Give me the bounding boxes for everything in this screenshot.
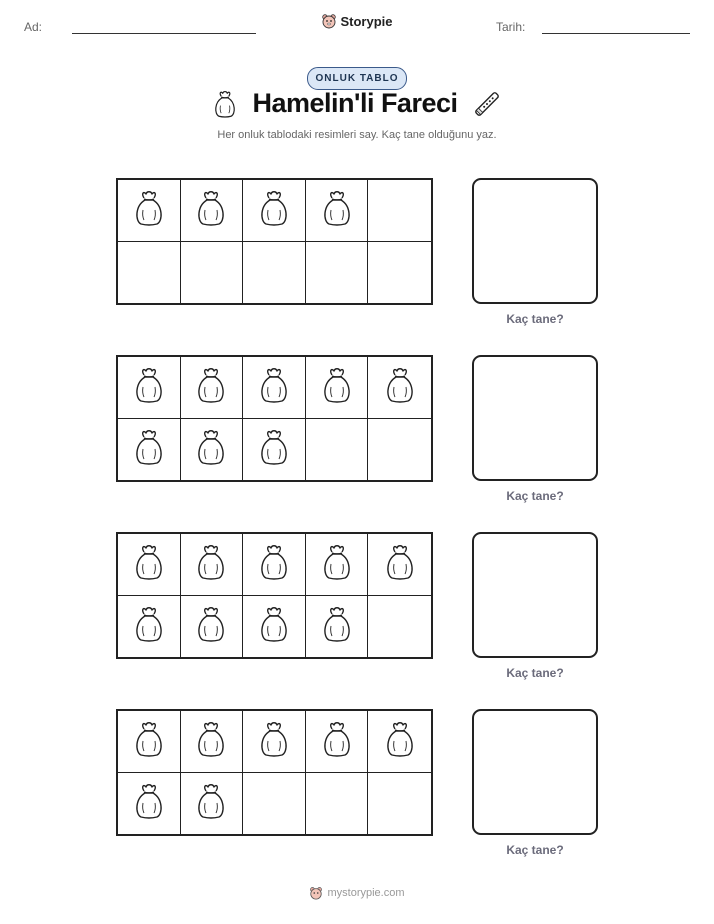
title-row — [0, 88, 714, 119]
sack-icon — [194, 543, 228, 586]
frame-cell — [368, 242, 431, 304]
page-title: Hamelin'li Fareci — [252, 88, 458, 118]
frame-cell — [181, 711, 244, 773]
answer-box-2[interactable] — [472, 355, 598, 481]
frame-cell — [306, 596, 369, 658]
answer-label-1: Kaç tane? — [506, 312, 564, 326]
frame-cell — [118, 711, 181, 773]
sack-icon — [383, 720, 417, 763]
frame-cell — [243, 711, 306, 773]
worksheet-type-badge: ONLUK TABLO — [307, 67, 407, 90]
sack-icon — [194, 782, 228, 825]
sack-icon — [257, 366, 291, 409]
sack-icon — [257, 428, 291, 471]
instructions: Her onluk tablodaki resimleri say. Kaç tane olduğunu yaz. — [217, 129, 497, 141]
frame-cell — [368, 180, 431, 242]
frame-cell — [306, 180, 369, 242]
sack-icon — [257, 189, 291, 232]
sack-icon — [132, 782, 166, 825]
frame-cell — [118, 419, 181, 481]
frame-cell — [306, 242, 369, 304]
frame-cell — [118, 180, 181, 242]
sack-icon — [212, 89, 238, 119]
answer-box-3[interactable] — [472, 532, 598, 658]
frame-cell — [118, 357, 181, 419]
date-line[interactable] — [542, 33, 690, 34]
frame-cell — [181, 357, 244, 419]
brand-name: Storypie — [340, 13, 393, 29]
frame-cell — [368, 419, 431, 481]
footer-url: mystorypie.com — [327, 887, 405, 899]
frame-cell — [243, 534, 306, 596]
frame-cell — [306, 711, 369, 773]
frame-cell — [243, 596, 306, 658]
frame-cell — [181, 534, 244, 596]
sack-icon — [257, 720, 291, 763]
sack-icon — [132, 366, 166, 409]
sack-icon — [132, 543, 166, 586]
sack-icon — [320, 189, 354, 232]
sack-icon — [132, 189, 166, 232]
frame-cell — [368, 773, 431, 835]
frame-cell — [368, 357, 431, 419]
sack-icon — [320, 720, 354, 763]
frame-cell — [181, 180, 244, 242]
frame-cell — [368, 711, 431, 773]
ten-frame-3 — [116, 532, 433, 659]
answer-label-2: Kaç tane? — [506, 489, 564, 503]
frame-cell — [181, 242, 244, 304]
frame-cell — [306, 534, 369, 596]
sack-icon — [383, 543, 417, 586]
frame-cell — [181, 596, 244, 658]
frame-cell — [368, 534, 431, 596]
sack-icon — [383, 366, 417, 409]
brand-logo — [0, 13, 714, 29]
sack-icon — [132, 428, 166, 471]
frame-cell — [368, 596, 431, 658]
frame-cell — [243, 357, 306, 419]
footer — [0, 886, 714, 900]
frame-cell — [306, 419, 369, 481]
sack-icon — [194, 189, 228, 232]
answer-label-3: Kaç tane? — [506, 666, 564, 680]
sack-icon — [257, 543, 291, 586]
frame-cell — [181, 773, 244, 835]
frame-cell — [118, 596, 181, 658]
answer-label-4: Kaç tane? — [506, 843, 564, 857]
ten-frame-1 — [116, 178, 433, 305]
sack-icon — [132, 720, 166, 763]
sack-icon — [194, 605, 228, 648]
frame-cell — [306, 773, 369, 835]
frame-cell — [181, 419, 244, 481]
sack-icon — [194, 720, 228, 763]
sack-icon — [194, 366, 228, 409]
frame-cell — [243, 180, 306, 242]
frame-cell — [118, 242, 181, 304]
name-label: Ad: — [24, 20, 43, 34]
answer-box-1[interactable] — [472, 178, 598, 304]
frame-cell — [243, 242, 306, 304]
frame-cell — [118, 534, 181, 596]
answer-box-4[interactable] — [472, 709, 598, 835]
sack-icon — [257, 605, 291, 648]
sack-icon — [132, 605, 166, 648]
sack-icon — [320, 605, 354, 648]
frame-cell — [118, 773, 181, 835]
flute-icon — [472, 89, 502, 119]
sack-icon — [320, 543, 354, 586]
bear-mascot-icon — [321, 13, 337, 29]
frame-cell — [306, 357, 369, 419]
ten-frame-4 — [116, 709, 433, 836]
frame-cell — [243, 773, 306, 835]
name-line[interactable] — [72, 33, 256, 34]
frame-cell — [243, 419, 306, 481]
sack-icon — [320, 366, 354, 409]
date-label: Tarih: — [496, 20, 526, 34]
ten-frame-2 — [116, 355, 433, 482]
sack-icon — [194, 428, 228, 471]
bear-mascot-icon — [309, 886, 323, 900]
